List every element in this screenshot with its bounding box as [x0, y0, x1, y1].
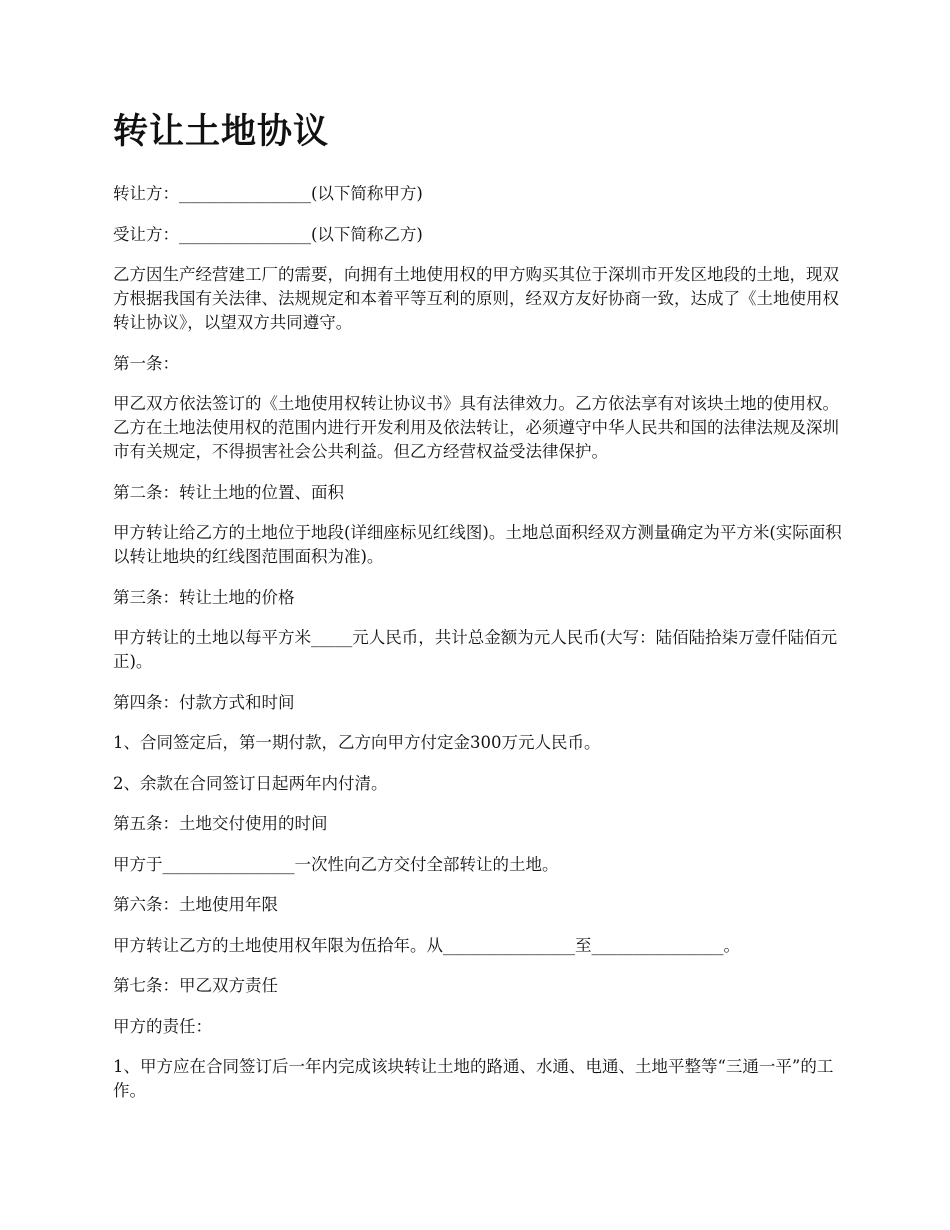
transferor-line: 转让方：________________(以下简称甲方) [113, 184, 423, 203]
transferee-line: 受让方：________________(以下简称乙方) [113, 224, 423, 244]
preamble-paragraph: 乙方因生产经营建工厂的需要，向拥有土地使用权的甲方购买其位于深圳市开发区地段的土地，现双方根据我国有关法律、法规规定和本着平等互利的原则，经双方友好协商一致，达成了《土地使用权转让协议》，以望双方共同遵守。 [113, 265, 839, 332]
article-6-heading: 第六条：土地使用年限 [113, 895, 278, 914]
document-title: 转让土地协议 [113, 112, 330, 152]
party-a-responsibility-item-1: 1、甲方应在合同签订后一年内完成该块转让土地的路通、水通、电通、土地平整等“三通一平”的工作。 [113, 1057, 834, 1100]
article-2-body: 甲方转让给乙方的土地位于地段(详细座标见红线图)。土地总面积经双方测量确定为平方米(实际面积以转让地块的红线图范围面积为准)。 [113, 523, 842, 566]
article-3-body: 甲方转让的土地以每平方米_____元人民币，共计总金额为元人民币(大写：陆佰陆拾柒万壹仟陆佰元正)。 [113, 628, 838, 671]
article-1-body: 甲乙双方依法签订的《土地使用权转让协议书》具有法律效力。乙方依法享有对该块土地的使用权。乙方在土地法使用权的范围内进行开发利用及依法转让，必须遵守中华人民共和国的法律法规及深圳市有关规定，不得损害社会公共利益。但乙方经营权益受法律保护。 [113, 394, 839, 461]
party-a-responsibility-heading: 甲方的责任： [113, 1016, 212, 1036]
article-4-heading: 第四条：付款方式和时间 [113, 692, 295, 712]
article-4-item-1: 1、合同签定后，第一期付款，乙方向甲方付定金300万元人民币。 [113, 733, 601, 752]
article-5-heading: 第五条：土地交付使用的时间 [113, 814, 328, 833]
article-1-heading: 第一条： [113, 353, 179, 373]
article-7-heading: 第七条：甲乙双方责任 [113, 976, 278, 995]
article-4-item-2: 2、余款在合同签订日起两年内付清。 [113, 773, 388, 793]
article-6-body: 甲方转让乙方的土地使用权年限为伍拾年。从________________至________________。 [113, 935, 740, 955]
article-2-heading: 第二条：转让土地的位置、面积 [113, 482, 344, 502]
article-5-body: 甲方于________________一次性向乙方交付全部转让的土地。 [113, 854, 559, 874]
document-page [113, 108, 853, 1120]
article-3-heading: 第三条：转让土地的价格 [113, 587, 295, 607]
